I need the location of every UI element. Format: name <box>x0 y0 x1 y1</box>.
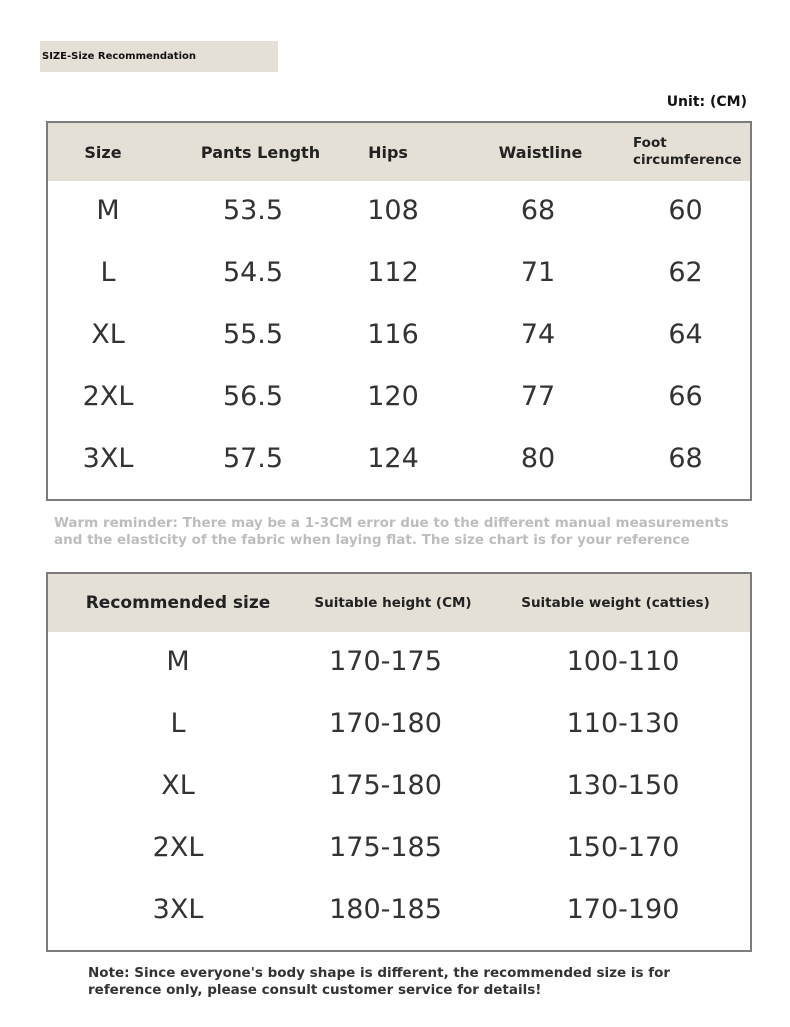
size-cell: XL <box>91 318 125 350</box>
recommended-size-cell: XL <box>161 769 195 801</box>
foot-circumference-cell: 64 <box>668 318 703 350</box>
suitable-weight-cell: 150-170 <box>566 831 680 863</box>
header-recommended-size: Recommended size <box>85 593 271 613</box>
header-pants-length: Pants Length <box>200 142 321 162</box>
foot-circumference-cell: 60 <box>668 194 703 226</box>
hips-cell: 112 <box>367 256 419 288</box>
recommended-size-cell: 3XL <box>152 893 204 925</box>
recommend-table <box>46 572 752 952</box>
suitable-height-cell: 170-180 <box>329 707 442 739</box>
suitable-weight-cell: 170-190 <box>566 893 680 925</box>
suitable-height-cell: 175-185 <box>329 831 442 863</box>
pants-length-cell: 53.5 <box>222 194 284 226</box>
hips-cell: 116 <box>367 318 419 350</box>
suitable-height-cell: 180-185 <box>329 893 442 925</box>
waistline-cell: 74 <box>520 318 556 350</box>
unit-label: Unit: (CM) <box>666 94 747 110</box>
pants-length-cell: 54.5 <box>222 256 284 288</box>
waistline-cell: 68 <box>520 194 556 226</box>
header-hips: Hips <box>368 142 408 162</box>
header-suitable-weight: Suitable weight (catties) <box>521 595 710 611</box>
foot-circumference-cell: 62 <box>668 256 703 288</box>
header-size: Size <box>84 142 122 162</box>
suitable-height-cell: 175-180 <box>329 769 442 801</box>
size-cell: L <box>100 256 116 288</box>
warm-reminder: Warm reminder: There may be a 1-3CM error due to the different manual measurements and the elasticity of the fabric when laying flat. The size chart is for your reference <box>54 515 729 548</box>
size-table-header <box>48 123 750 181</box>
suitable-weight-cell: 100-110 <box>566 645 680 677</box>
recommended-size-cell: L <box>170 707 186 739</box>
waistline-cell: 80 <box>520 442 556 474</box>
hips-cell: 108 <box>367 194 419 226</box>
size-cell: 2XL <box>82 380 134 412</box>
size-table <box>46 121 752 501</box>
waistline-cell: 71 <box>520 256 556 288</box>
foot-circumference-cell: 68 <box>668 442 703 474</box>
hips-cell: 120 <box>367 380 419 412</box>
bottom-note: Note: Since everyone's body shape is different, the recommended size is for reference only, please consult customer service for details! <box>88 965 671 998</box>
header-waistline: Waistline <box>498 142 583 162</box>
page-title: SIZE-Size Recommendation <box>40 41 278 72</box>
header-foot-circumference: Foot circumference <box>633 135 742 168</box>
size-cell: M <box>96 194 120 226</box>
suitable-weight-cell: 110-130 <box>566 707 680 739</box>
pants-length-cell: 55.5 <box>222 318 284 350</box>
recommend-table-header <box>48 574 750 632</box>
waistline-cell: 77 <box>520 380 556 412</box>
recommended-size-cell: M <box>166 645 190 677</box>
pants-length-cell: 57.5 <box>222 442 284 474</box>
foot-circumference-cell: 66 <box>668 380 703 412</box>
hips-cell: 124 <box>367 442 419 474</box>
suitable-height-cell: 170-175 <box>329 645 442 677</box>
pants-length-cell: 56.5 <box>222 380 284 412</box>
size-cell: 3XL <box>82 442 134 474</box>
recommended-size-cell: 2XL <box>152 831 204 863</box>
suitable-weight-cell: 130-150 <box>566 769 680 801</box>
header-suitable-height: Suitable height (CM) <box>314 595 472 611</box>
